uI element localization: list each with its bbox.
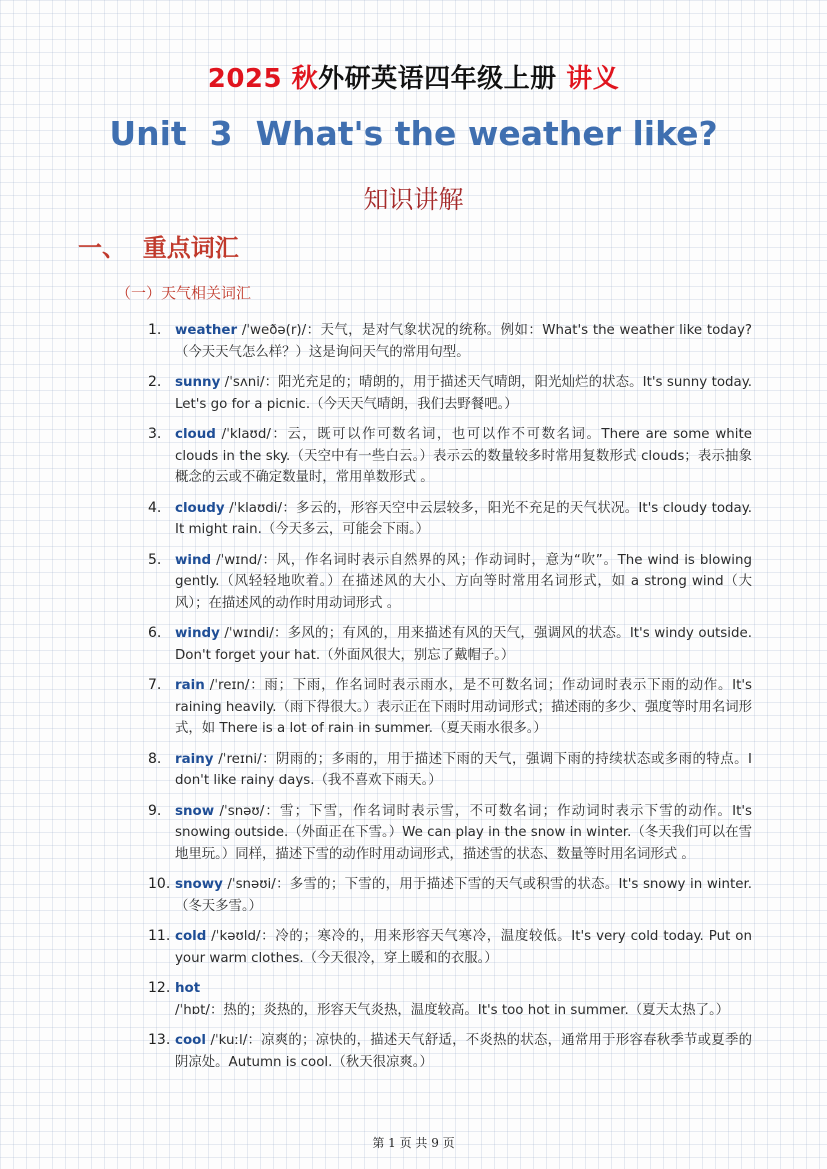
vocab-word: rain: [175, 678, 205, 693]
vocab-definition: /ˈweðə(r)/：天气，是对气象状况的统称。例如：What's the weather like today?（今天天气怎么样？）这是询问天气的常用句型。: [175, 323, 752, 360]
vocab-item: [148, 801, 752, 866]
vocab-word: snowy: [175, 877, 223, 892]
vocab-definition: /ˈsnəʊi/：多雪的；下雪的，用于描述下雪的天气或积雪的状态。It's snowy in winter.（冬天多雪。）: [175, 877, 752, 914]
subheading-weather-vocabulary: （一）天气相关词汇: [116, 284, 252, 302]
vocab-item: [148, 749, 752, 792]
vocab-number: 3.: [148, 426, 162, 442]
vocab-number: 7.: [148, 677, 162, 693]
vocab-definition: /ˈklaʊd/：云，既可以作可数名词，也可以作不可数名词。There are some white clouds in the sky.（天空中有一些白云。）表示云的数量较多时常用复数形式 clouds；表示抽象概念的云或不确定数量时，常用单数形式 。: [175, 427, 752, 485]
title-tag: 讲义: [566, 64, 620, 94]
vocab-word: sunny: [175, 375, 221, 390]
vocab-word: cloud: [175, 427, 216, 442]
vocab-definition: /ˈreɪn/：雨；下雨，作名词时表示雨水，是不可数名词；作动词时表示下雨的动作。It's raining heavily.（雨下得很大。）表示正在下雨时用动词形式；描述雨的多少、强度等时用名词形式，如 There is a lot of rain in summer.（夏天雨水很多。）: [175, 678, 752, 736]
heading-key-vocabulary: 一、 重点词汇: [78, 233, 239, 262]
vocab-definition: /ˈsʌni/：阳光充足的；晴朗的，用于描述天气晴朗，阳光灿烂的状态。It's sunny today. Let's go for a picnic.（今天天气晴朗，我们去野餐吧。）: [175, 375, 752, 412]
vocab-word: wind: [175, 552, 212, 568]
vocab-number: 1.: [148, 322, 162, 338]
vocab-item: [148, 320, 752, 363]
vocab-number: 4.: [148, 499, 162, 516]
vocab-definition: /ˈwɪndi/：多风的；有风的，用来描述有风的天气，强调风的状态。It's windy outside. Don't forget your hat.（外面风很大，别忘了戴帽子。）: [175, 626, 752, 663]
vocab-word: cool: [175, 1033, 206, 1048]
vocab-word: windy: [175, 626, 220, 641]
vocab-number: 11.: [148, 928, 171, 944]
vocab-item: [148, 926, 752, 969]
vocab-number: 12.: [148, 980, 171, 996]
vocab-number: 13.: [148, 1032, 171, 1048]
document-title: [0, 58, 827, 95]
vocab-number: 6.: [148, 625, 162, 641]
vocab-item: [148, 372, 752, 415]
vocabulary-list: [148, 320, 752, 1082]
vocab-item: [148, 1030, 752, 1073]
vocab-number: 2.: [148, 374, 162, 390]
vocab-word: cloudy: [175, 500, 225, 516]
vocab-item: [148, 424, 752, 489]
page-footer: 第 1 页 共 9 页: [372, 1136, 455, 1150]
vocab-number: 5.: [148, 551, 162, 568]
vocab-item: [148, 675, 752, 740]
vocab-number: 9.: [148, 802, 162, 819]
vocab-definition: /ˈwɪnd/：风，作名词时表示自然界的风；作动词时，意为“吹”。The wind is blowing gently.（风轻轻地吹着。）在描述风的大小、方向等时常用名词形式，如 a strong wind（大风）；在描述风的动作时用动词形式 。: [175, 552, 752, 611]
vocab-item: [148, 874, 752, 917]
vocab-word: hot: [175, 981, 201, 996]
vocab-item: [148, 978, 752, 1021]
unit-title: Unit 3 What's the weather like?: [109, 114, 718, 153]
title-year: 2025 秋: [207, 64, 319, 94]
vocab-item: [148, 550, 752, 615]
section-title: 知识讲解: [363, 185, 464, 214]
vocab-word: snow: [175, 803, 215, 819]
vocab-definition: /ˈhɒt/：热的；炎热的，形容天气炎热，温度较高。It's too hot in summer.（夏天太热了。）: [175, 1002, 730, 1018]
vocab-number: 8.: [148, 750, 162, 767]
vocab-definition: /ˈreɪni/：阴雨的；多雨的，用于描述下雨的天气，强调下雨的持续状态或多雨的特点。I don't like rainy days.（我不喜欢下雨天。）: [175, 751, 752, 788]
vocab-word: cold: [175, 929, 207, 944]
vocab-definition: /ˈkuːl/：凉爽的；凉快的，描述天气舒适，不炎热的状态，通常用于形容春秋季节或夏季的阴凉处。Autumn is cool.（秋天很凉爽。）: [175, 1033, 752, 1070]
vocab-number: 10.: [148, 876, 171, 892]
vocab-word: weather: [175, 323, 238, 338]
vocab-definition: /ˈklaʊdi/：多云的，形容天空中云层较多，阳光不充足的天气状况。It's cloudy today. It might rain.（今天多云，可能会下雨。）: [175, 500, 752, 537]
vocab-definition: /ˈkəʊld/：冷的；寒冷的，用来形容天气寒冷，温度较低。It's very cold today. Put on your warm clothes.（今天很冷，穿上暖和的衣服。）: [175, 929, 752, 966]
vocab-word: rainy: [175, 751, 214, 767]
vocab-definition: /ˈsnəʊ/：雪；下雪，作名词时表示雪，不可数名词；作动词时表示下雪的动作。It's snowing outside.（外面正在下雪。）We can play in the snow in winter.（冬天我们可以在雪地里玩。）同样，描述下雪的动作时用动词形式，描述雪的状态、数量等时用名词形式 。: [175, 803, 752, 862]
vocab-item: [148, 623, 752, 666]
title-main: 外研英语四年级上册: [318, 64, 557, 94]
vocab-item: [148, 498, 752, 541]
